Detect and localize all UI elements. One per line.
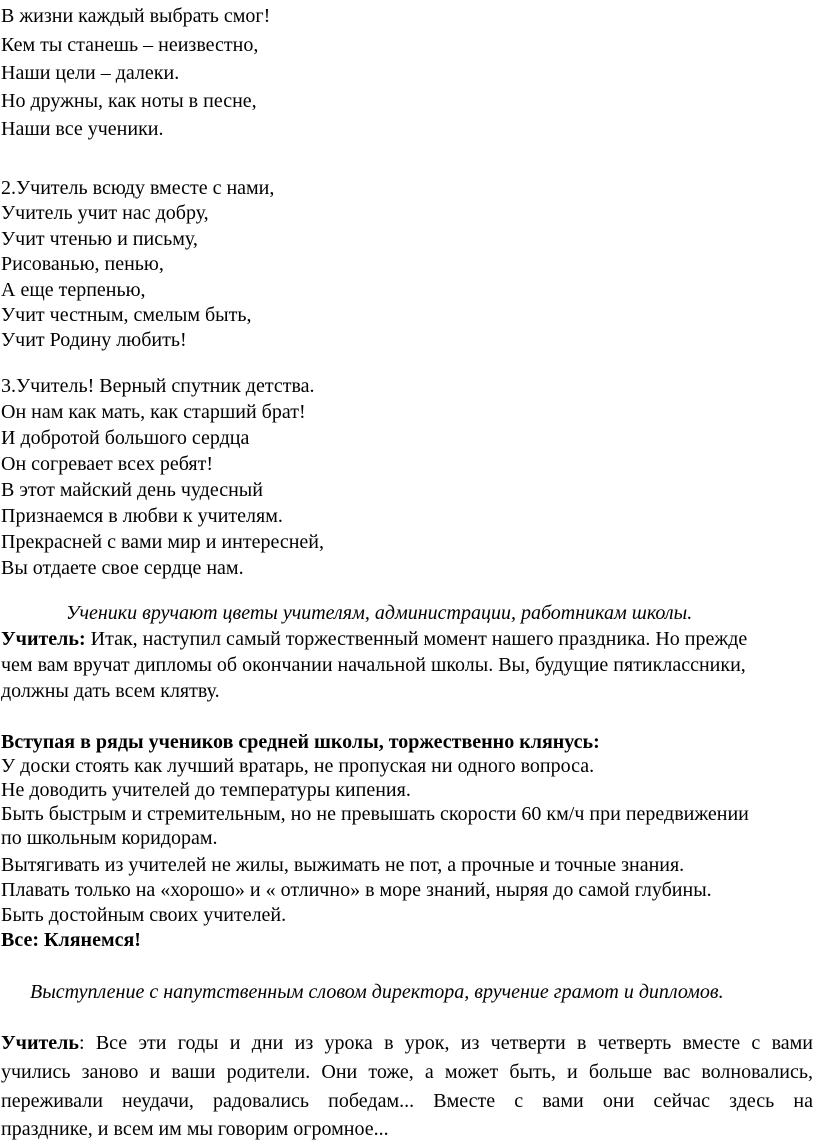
speech-line	[1, 1088, 813, 1114]
verse-line: Прекрасней с вами мир и интересней,	[1, 531, 324, 553]
speaker-label: Учитель	[1, 1032, 79, 1054]
speech-text: празднике, и всем им мы говорим огромное...	[1, 1118, 389, 1140]
speech-text: учились заново и ваши родители. Они тоже, а может быть, и больше вас волновались,	[1, 1061, 813, 1083]
oath-line: Быть достойным своих учителей.	[1, 904, 287, 926]
verse-line: Учит чтенью и письму,	[1, 228, 198, 250]
verse-line: Он нам как мать, как старший брат!	[1, 401, 306, 423]
oath-heading: Вступая в ряды учеников средней школы, торжественно клянусь:	[1, 731, 600, 753]
oath-line: У доски стоять как лучший вратарь, не пропуская ни одного вопроса.	[1, 755, 595, 777]
speech-line	[1, 626, 747, 652]
verse-line: И добротой большого сердца	[1, 427, 250, 449]
oath-line: Быть быстрым и стремительным, но не превышать скорости 60 км/ч при передвижении	[1, 803, 749, 825]
oath-line: Вытягивать из учителей не жилы, выжимать не пот, а прочные и точные знания.	[1, 854, 685, 876]
speech-text: переживали неудачи, радовались победам... Вместе с вами они сейчас здесь на	[1, 1090, 813, 1112]
stage-direction: Выступление с напутственным словом директора, вручение грамот и дипломов.	[30, 981, 724, 1003]
speech-line	[1, 1059, 813, 1085]
verse-line: А еще терпенью,	[1, 279, 146, 301]
oath-line: по школьным коридорам.	[1, 827, 218, 849]
verse-line: Кем ты станешь – неизвестно,	[1, 34, 259, 56]
oath-line: Не доводить учителей до температуры кипения.	[1, 779, 411, 801]
verse-line: В жизни каждый выбрать смог!	[1, 5, 271, 27]
speech-line: должны дать всем клятву.	[1, 680, 220, 702]
verse-line: 2.Учитель всюду вместе с нами,	[1, 177, 275, 199]
verse-line: Рисованью, пенью,	[1, 253, 164, 275]
oath-response: Все: Клянемся!	[1, 929, 141, 951]
stage-direction: Ученики вручают цветы учителям, администрации, работникам школы.	[66, 602, 693, 624]
verse-line: Наши цели – далеки.	[1, 62, 180, 84]
speech-line	[1, 1030, 813, 1056]
verse-line: Учитель учит нас добру,	[1, 202, 209, 224]
speech-line	[1, 1116, 813, 1142]
verse-line: Наши все ученики.	[1, 118, 164, 140]
verse-line: Но дружны, как ноты в песне,	[1, 90, 257, 112]
speech-line: чем вам вручат дипломы об окончании начальной школы. Вы, будущие пятиклассники,	[1, 654, 746, 676]
verse-line: Он согревает всех ребят!	[1, 453, 213, 475]
oath-line: Плавать только на «хорошо» и « отлично» в море знаний, ныряя до самой глубины.	[1, 879, 712, 901]
verse-line: Вы отдаете свое сердце нам.	[1, 557, 244, 579]
verse-line: Признаемся в любви к учителям.	[1, 505, 283, 527]
speech-text: Итак, наступил самый торжественный момент нашего праздника. Но прежде	[85, 628, 748, 650]
verse-line: В этот майский день чудесный	[1, 479, 263, 501]
verse-line: Учит Родину любить!	[1, 329, 187, 351]
verse-line: Учит честным, смелым быть,	[1, 304, 252, 326]
speaker-label: Учитель:	[1, 628, 86, 650]
verse-line: 3.Учитель! Верный спутник детства.	[1, 375, 315, 397]
speech-text: : Все эти годы и дни из урока в урок, из четверти в четверть вместе с вами	[78, 1032, 813, 1054]
